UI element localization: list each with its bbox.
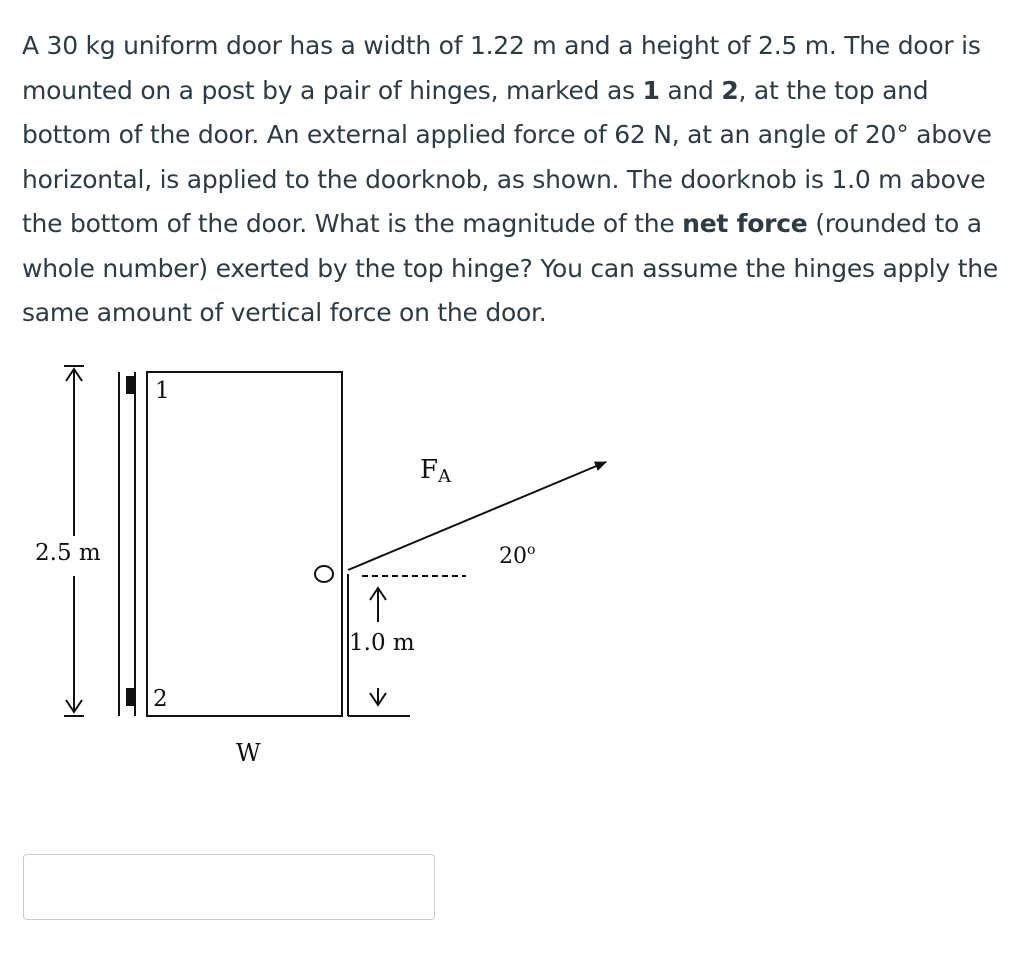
question-part-2: , at the top and bottom of the door. An external applied force of 62 N, at an angle of 20° above horizontal, is applied to the doorknob, as shown. The doorknob is 1.0 m above the bottom of the door. What is the magnitude of the	[22, 75, 992, 238]
doorknob-icon	[315, 566, 333, 582]
height-label: 2.5 m	[35, 540, 101, 566]
angle-degree: o	[527, 542, 536, 558]
answer-input[interactable]	[23, 854, 435, 920]
applied-force-arrow	[348, 462, 606, 570]
question-and: and	[659, 75, 722, 105]
width-label: W	[236, 739, 261, 767]
hinge-1-ref: 1	[642, 75, 660, 105]
net-force-emphasis: net force	[682, 209, 808, 238]
knob-height-label: 1.0 m	[349, 630, 415, 656]
angle-label	[499, 542, 535, 569]
question-part-1: A 30 kg uniform door has a width of 1.22 m and a height of 2.5 m. The door is mounted on a post by a pair of hinges, marked as	[22, 31, 981, 105]
question-part-3: (rounded to a whole number) exerted by the top hinge? You can assume the hinges apply the same amount of vertical force on the door.	[22, 209, 999, 327]
force-label-subscript: A	[438, 466, 452, 487]
knob-height-dimension	[348, 574, 415, 716]
height-dimension	[35, 366, 101, 716]
hinge-2-block	[126, 688, 135, 706]
door-outline	[147, 372, 342, 716]
hinge-1-label: 1	[155, 378, 170, 404]
door-diagram-svg	[0, 340, 660, 790]
angle-value: 20	[499, 544, 527, 569]
door-post	[119, 372, 135, 716]
force-label-main: F	[420, 455, 439, 485]
hinge-2-label: 2	[153, 686, 168, 712]
hinge-1-block	[126, 376, 135, 394]
question-text	[22, 24, 1012, 336]
door-diagram	[0, 340, 660, 790]
hinge-2-ref: 2	[721, 75, 739, 105]
force-label	[420, 455, 452, 487]
